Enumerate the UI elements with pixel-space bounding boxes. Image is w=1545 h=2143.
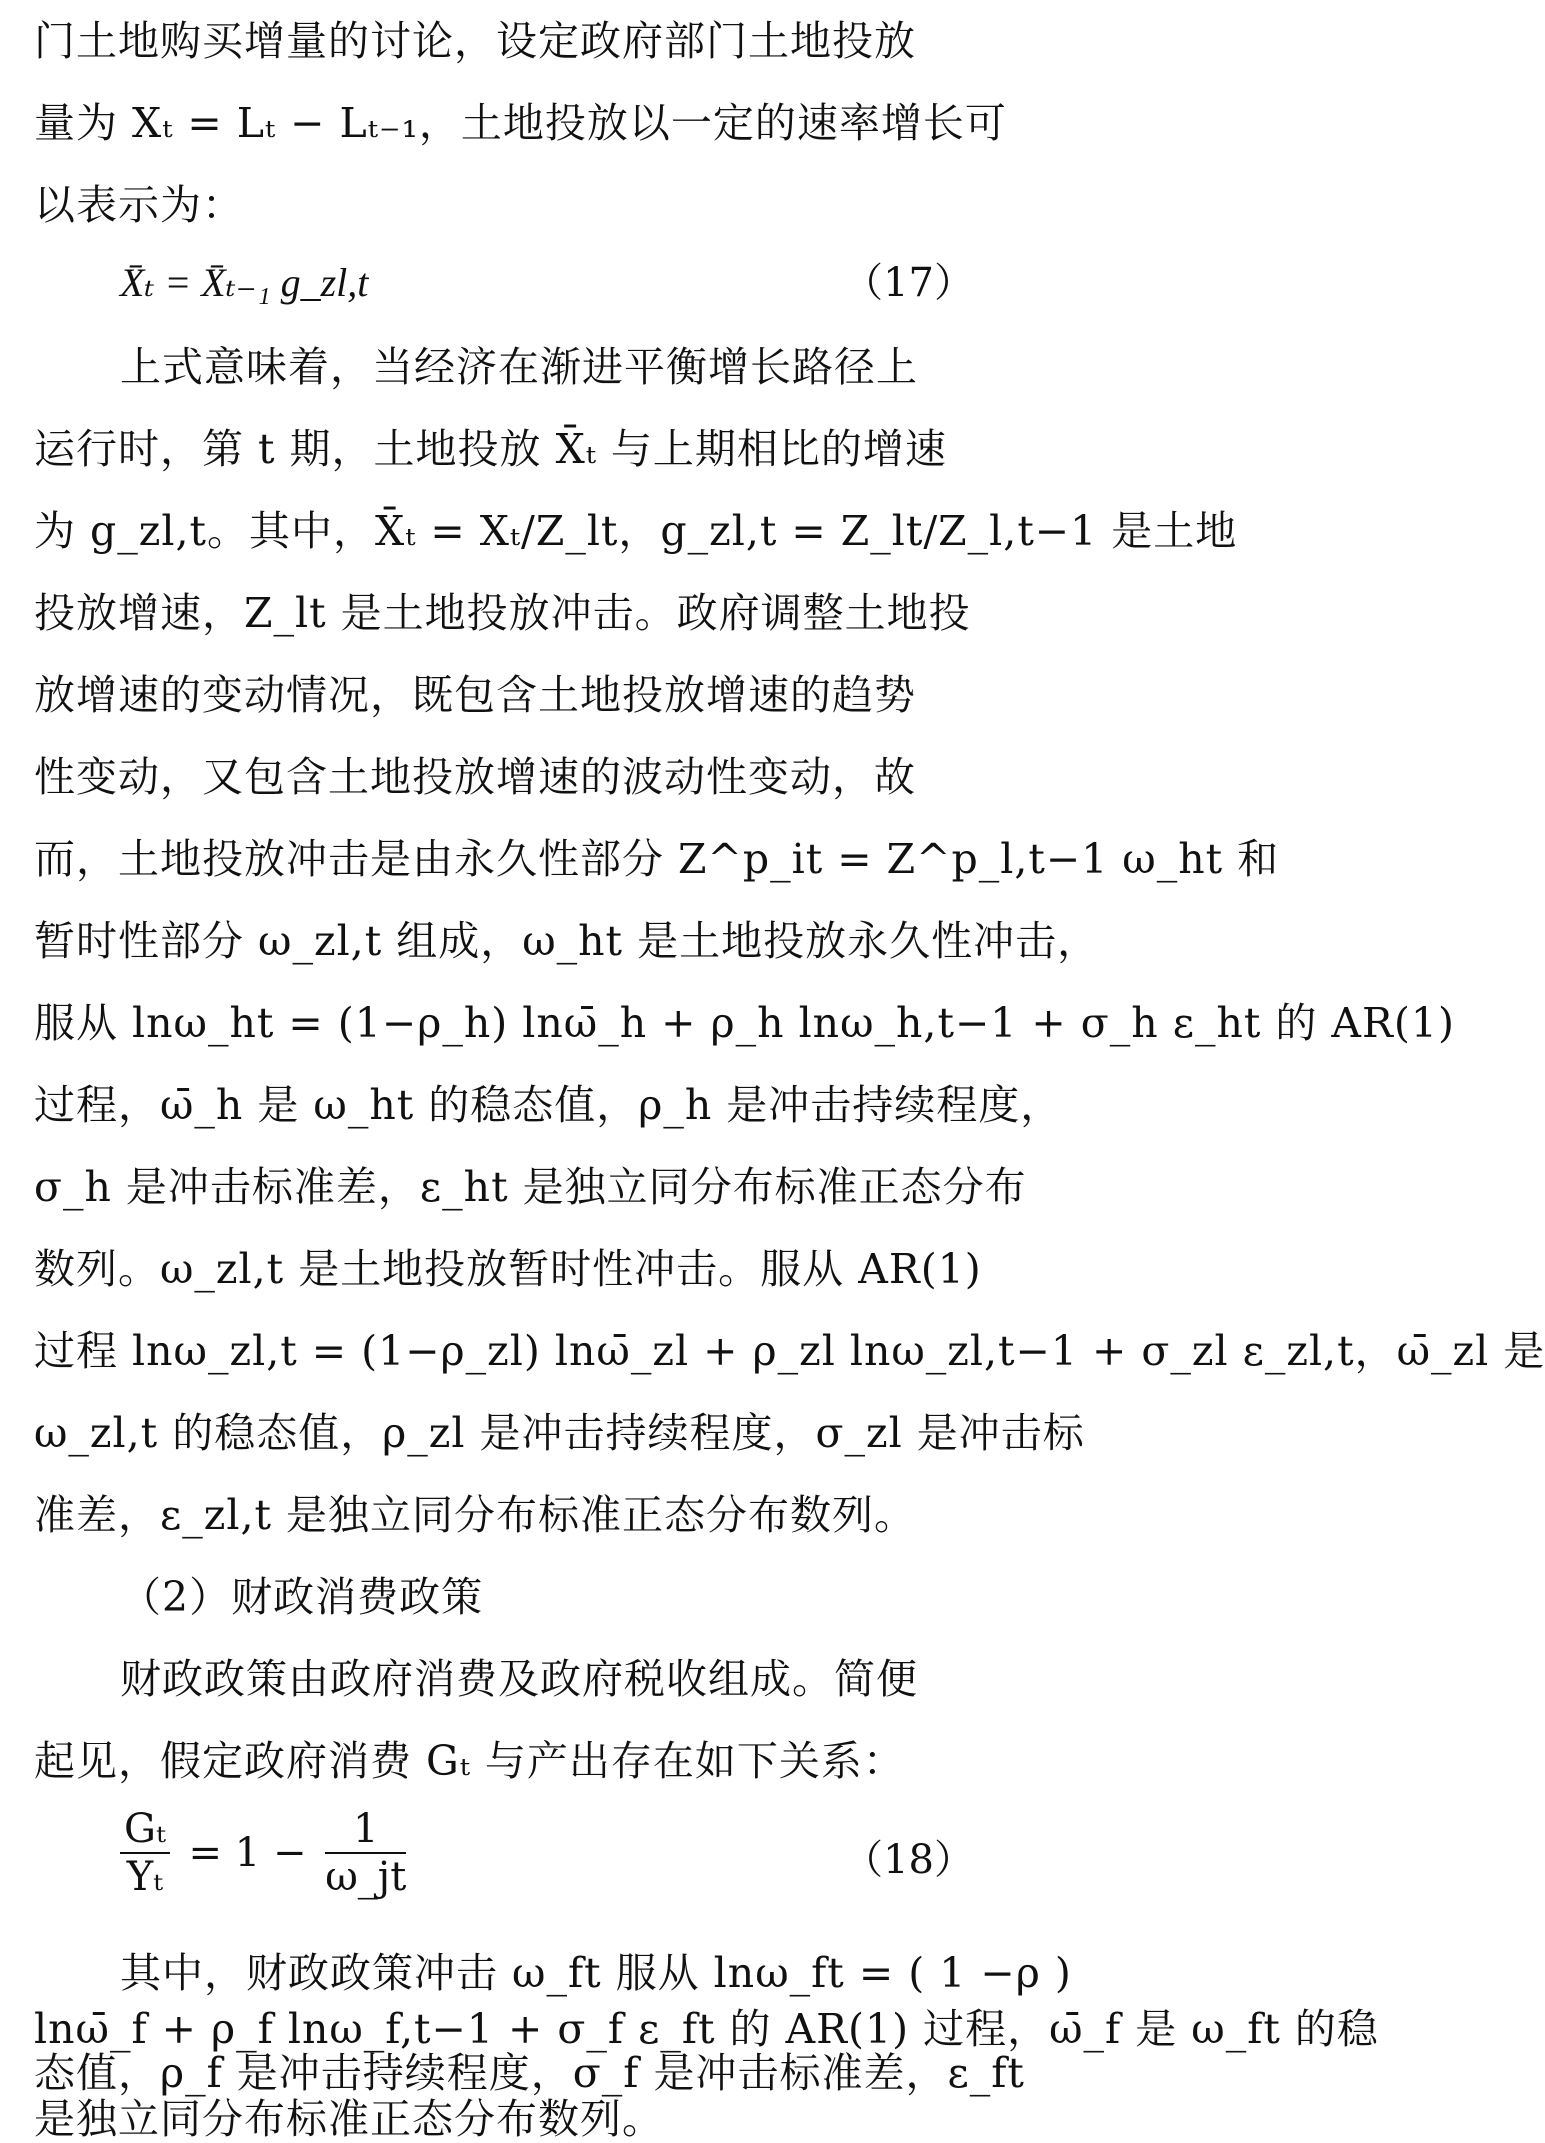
text-line: lnω̄_f + ρ_f lnω_f,t−1 + σ_f ε_ft 的 AR(1) 过程，ω̄_f 是 ω_ft 的稳 [34, 2005, 1379, 2053]
equation-17 [120, 238, 368, 328]
text-line: 门土地购买增量的讨论，设定政府部门土地投放 [34, 17, 916, 65]
equation-18-rhs-numerator: 1 [325, 1806, 406, 1854]
text-line: 态值，ρ_f 是冲击持续程度，σ_f 是冲击标准差，ε_ft [34, 2049, 1025, 2097]
equation-18-number: （18） [843, 1837, 974, 1883]
text-line: 服从 lnω_ht = (1−ρ_h) lnω̄_h + ρ_h lnω_h,t−1 + σ_h ε_ht 的 AR(1) [34, 999, 1455, 1047]
text-line: 起见，假定政府消费 Gₜ 与产出存在如下关系： [34, 1737, 905, 1785]
text-line: 运行时，第 t 期，土地投放 X̄ₜ 与上期相比的增速 [34, 425, 947, 473]
equation-18-rhs-denominator: ω_jt [325, 1854, 407, 1900]
equation-18-lhs-denominator: Yₜ [126, 1854, 164, 1900]
equation-18 [120, 1806, 406, 1926]
text-line: 数列。ω_zl,t 是土地投放暂时性冲击。服从 AR(1) [34, 1245, 982, 1293]
text-line: 暂时性部分 ω_zl,t 组成，ω_ht 是土地投放永久性冲击， [34, 917, 1100, 965]
text-line: σ_h 是冲击标准差，ε_ht 是独立同分布标准正态分布 [34, 1163, 1027, 1211]
text-line: 投放增速，Z_lt 是土地投放冲击。政府调整土地投 [34, 589, 971, 637]
text-line: 性变动，又包含土地投放增速的波动性变动，故 [34, 753, 916, 801]
text-line: 量为 Xₜ = Lₜ − Lₜ₋₁，土地投放以一定的速率增长可 [34, 99, 1007, 147]
text-line: 上式意味着，当经济在渐进平衡增长路径上 [120, 343, 918, 391]
section-heading: （2）财政消费政策 [120, 1573, 484, 1621]
text-line: 而，土地投放冲击是由永久性部分 Z^p_it = Z^p_l,t−1 ω_ht 和 [34, 835, 1280, 883]
text-line: 财政政策由政府消费及政府税收组成。简便 [120, 1655, 918, 1703]
text-line: 放增速的变动情况，既包含土地投放增速的趋势 [34, 671, 916, 719]
equation-18-lhs-numerator: Gₜ [120, 1806, 170, 1854]
text-line: 过程 lnω_zl,t = (1−ρ_zl) lnω̄_zl + ρ_zl lnω_zl,t−1 + σ_zl ε_zl,t，ω̄_zl 是 [34, 1327, 1545, 1375]
equation-18-lhs-fraction [120, 1806, 170, 1900]
text-line: 是独立同分布标准正态分布数列。 [34, 2095, 664, 2143]
equation-18-rhs-fraction [325, 1806, 406, 1900]
text-line: 以表示为： [34, 181, 244, 229]
equation-18-rhs-prefix: = 1 − [188, 1830, 307, 1876]
equation-17-number: （17） [843, 260, 974, 306]
text-line: 为 g_zl,t。其中，X̄ₜ = Xₜ/Z_lt，g_zl,t = Z_lt/Z_l,t−1 是土地 [34, 507, 1238, 555]
text-line: 准差，ε_zl,t 是独立同分布标准正态分布数列。 [34, 1491, 916, 1539]
text-line: ω_zl,t 的稳态值，ρ_zl 是冲击持续程度，σ_zl 是冲击标 [34, 1409, 1085, 1457]
text-line: 过程，ω̄_h 是 ω_ht 的稳态值，ρ_h 是冲击持续程度， [34, 1081, 1063, 1129]
equation-17-body: X̄ₜ = X̄ₜ₋₁ g_zl,t [120, 260, 369, 305]
text-line: 其中，财政政策冲击 ω_ft 服从 lnω_ft = ( 1 −ρ ) [120, 1949, 1072, 1997]
